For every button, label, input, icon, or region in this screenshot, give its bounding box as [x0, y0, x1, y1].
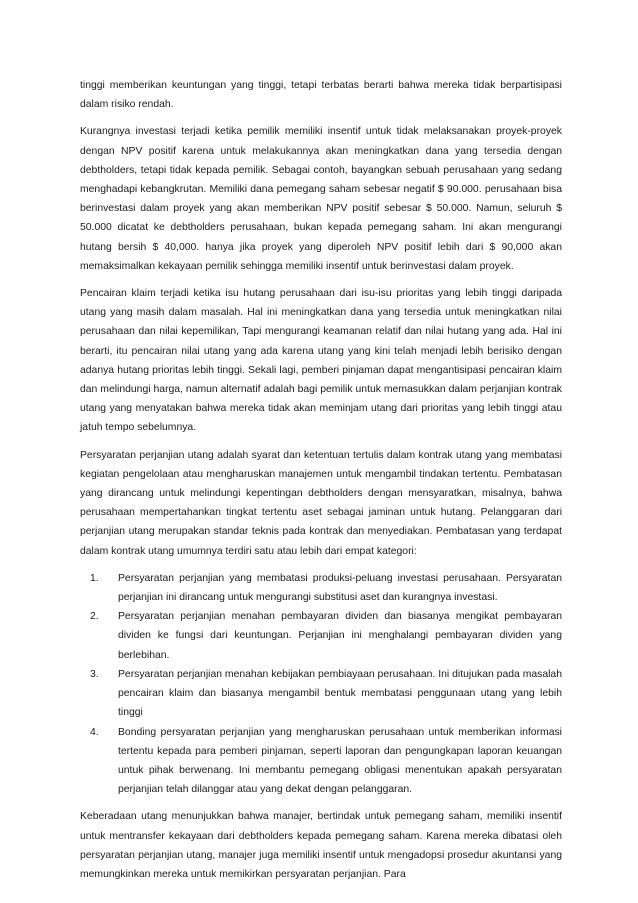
list-item-text: Persyaratan perjanjian menahan pembayaran dividen dan biasanya mengikat pembayaran dividen ke fungsi dari keuntungan. Perjanjian ini menghalangi pembayaran dividen yang berlebihan.	[118, 611, 562, 661]
list-item-number: 3.	[90, 668, 99, 680]
list-item	[90, 607, 562, 665]
paragraph-claim-dilution: Pencairan klaim terjadi ketika isu hutang perusahaan dari isu-isu prioritas yang lebih tinggi daripada utang yang masih dalam masalah. Hal ini meningkatkan dana yang tersedia untuk meningkatkan nilai perusahaan dan nilai kepemilikan, Tapi mengurangi keamanan relatif dan nilai hutang yang ada. Hal ini berarti, itu pencairan nilai utang yang ada karena utang yang kini telah menjadi lebih berisiko dengan adanya hutang prioritas lebih tinggi. Sekali lagi, pemberi pinjaman dapat mengantisipasi pencairan klaim dan melindungi harga, namun alternatif adalah bagi pemilik untuk memasukkan dalam perjanjian kontrak utang yang menyatakan bahwa mereka tidak akan meminjam utang dari prioritas yang lebih tinggi atau jatuh tempo sebelumnya.	[80, 288, 562, 434]
covenant-categories-list	[80, 569, 562, 799]
list-item	[90, 665, 562, 723]
paragraph-underinvestment: Kurangnya investasi terjadi ketika pemilik memiliki insentif untuk tidak melaksanakan proyek-proyek dengan NPV positif karena untuk melakukannya akan meningkatkan dana yang tersedia dengan debtholders, tetapi tidak kepada pemilik. Sebagai contoh, bayangkan sebuah perusahaan yang sedang menghadapi kebangkrutan. Memiliki dana pemegang saham sebesar negatif $ 90.000. perusahaan bisa berinvestasi dalam proyek yang akan memberikan NPV positif sebesar $ 50.000. Namun, seluruh $ 50.000 dicatat ke debtholders perusahaan, bukan kepada pemegang saham. Ini akan mengurangi hutang bersih $ 40,000. hanya jika proyek yang diperoleh NPV positif lebih dari $ 90,000 akan memaksimalkan kekayaan pemilik sehingga memiliki insentif untuk berinvestasi dalam proyek.	[80, 126, 562, 272]
list-item-text: Bonding persyaratan perjanjian yang mengharuskan perusahaan untuk memberikan informasi tertentu kepada para pemberi pinjaman, seperti laporan dan pengungkapan laporan keuangan untuk pihak berwenang. Ini membantu pemegang obligasi menentukan apakah persyaratan perjanjian telah dilanggar atau yang dekat dengan pelanggaran.	[118, 726, 562, 796]
list-item	[90, 723, 562, 800]
list-item-number: 2.	[90, 611, 99, 623]
list-item-text: Persyaratan perjanjian menahan kebijakan pembiayaan perusahaan. Ini ditujukan pada masalah pencairan klaim dan biasanya mengambil bentuk membatasi penggunaan utang yang lebih tinggi	[118, 668, 562, 719]
list-item-number: 1.	[90, 572, 99, 584]
list-item	[90, 569, 562, 607]
list-item-number: 4.	[90, 726, 99, 738]
document-page	[80, 76, 562, 892]
paragraph-debt-covenants: Persyaratan perjanjian utang adalah syarat dan ketentuan tertulis dalam kontrak utang yang membatasi kegiatan pengelolaan atau mengharuskan manajemen untuk mengambil tindakan tertentu. Pembatasan yang dirancang untuk melindungi kepentingan debtholders dengan mensyaratkan, misalnya, bahwa perusahaan mempertahankan tingkat tertentu aset sebagai jaminan untuk hutang. Pelanggaran dari perjanjian utang merupakan standar teknis pada kontrak dan menyediakan. Pembatasan yang terdapat dalam kontrak utang umumnya terdiri satu atau lebih dari empat kategori:	[80, 449, 562, 557]
paragraph-debt-existence: Keberadaan utang menunjukkan bahwa manajer, bertindak untuk pemegang saham, memiliki insentif untuk mentransfer kekayaan dari debtholders kepada pemegang saham. Karena mereka dibatasi oleh persyaratan perjanjian utang, manajer juga memiliki insentif untuk mengadopsi prosedur akuntansi yang memungkinkan mereka untuk memikirkan persyaratan perjanjian. Para	[80, 811, 562, 880]
list-item-text: Persyaratan perjanjian yang membatasi produksi-peluang investasi perusahaan. Persyaratan perjanjian ini dirancang untuk mengurangi substitusi aset dan kurangnya investasi.	[118, 572, 562, 604]
paragraph-continuation: tinggi memberikan keuntungan yang tinggi, tetapi terbatas berarti bahwa mereka tidak berpartisipasi dalam risiko rendah.	[80, 80, 562, 111]
